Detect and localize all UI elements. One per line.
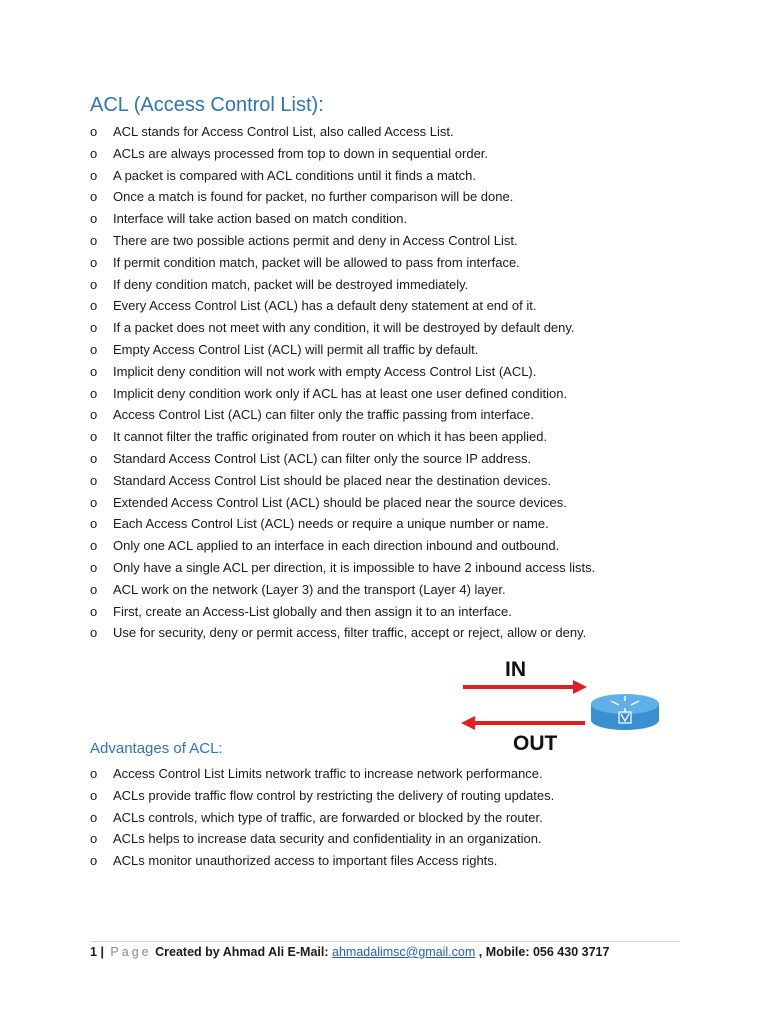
bullet-marker: o [90,494,98,510]
list-item-text: If permit condition match, packet will be allowed to pass from interface. [113,254,520,270]
list-item-text: Only have a single ACL per direction, it is impossible to have 2 inbound access lists. [113,559,596,575]
list-item-text: Implicit deny condition work only if ACL has at least one user defined condition. [113,385,568,401]
list-item-text: ACLs provide traffic flow control by restricting the delivery of routing updates. [113,787,555,803]
bullet-marker: o [90,429,98,445]
list-item-text: If deny condition match, packet will be destroyed immediately. [113,276,469,292]
list-item-text: Extended Access Control List (ACL) should be placed near the source devices. [113,494,567,510]
in-label: IN [505,658,526,681]
bullet-marker: o [90,853,98,869]
bullet-marker: o [90,385,98,401]
bullet-marker: o [90,787,98,803]
bullet-marker: o [90,625,98,641]
bullet-marker: o [90,559,98,575]
list-item-text: Empty Access Control List (ACL) will permit all traffic by default. [113,341,479,357]
bullet-marker: o [90,167,98,183]
page-number: 1 [90,945,97,959]
bullet-marker: o [90,320,98,336]
bullet-marker: o [90,211,98,227]
bullet-marker: o [90,254,98,270]
list-item-text: It cannot filter the traffic originated from router on which it has been applied. [113,429,548,445]
list-item-text: Access Control List (ACL) can filter only the traffic passing from interface. [113,407,534,423]
list-item-text: ACLs monitor unauthorized access to important files Access rights. [113,853,498,869]
bullet-marker: o [90,603,98,619]
list-item-text: Each Access Control List (ACL) needs or require a unique number or name. [113,516,549,532]
out-arrow [461,716,585,730]
bullet-marker: o [90,276,98,292]
router-icon [591,694,659,730]
bullet-marker: o [90,516,98,532]
bullet-marker: o [90,145,98,161]
bullet-marker: o [90,232,98,248]
list-item-text: Standard Access Control List should be placed near the destination devices. [113,472,551,488]
bullet-marker: o [90,341,98,357]
bullet-marker: o [90,124,98,139]
list-item-text: There are two possible actions permit and deny in Access Control List. [113,232,518,248]
bullet-marker: o [90,472,98,488]
page-word: Page [110,945,152,959]
footer-credit: Created by Ahmad Ali E-Mail: [155,945,329,959]
list-item-text: Implicit deny condition will not work with empty Access Control List (ACL). [113,363,537,379]
list-item-text: First, create an Access-List globally and then assign it to an interface. [113,603,512,619]
list-item-text: Every Access Control List (ACL) has a default deny statement at end of it. [113,298,537,314]
bullet-marker: o [90,189,98,205]
bullet-marker: o [90,298,98,314]
bullet-marker: o [90,766,98,781]
bullet-marker: o [90,809,98,825]
list-item-text: Use for security, deny or permit access, filter traffic, accept or reject, allow or deny. [113,625,587,641]
bullet-marker: o [90,407,98,423]
list-item-text: Standard Access Control List (ACL) can filter only the source IP address. [113,450,532,466]
list-item-text: ACLs are always processed from top to down in sequential order. [113,145,489,161]
list-item-text: ACLs helps to increase data security and confidentiality in an organization. [113,831,542,847]
list-item-text: Once a match is found for packet, no further comparison will be done. [113,189,514,205]
list-item-text: Access Control List Limits network traffic to increase network performance. [113,766,543,781]
list-item-text: ACLs controls, which type of traffic, are forwarded or blocked by the router. [113,809,543,825]
bullet-marker: o [90,538,98,554]
in-out-diagram [455,650,685,760]
advantages-heading: Advantages of ACL: [90,740,223,757]
list-item-text: ACL work on the network (Layer 3) and the transport (Layer 4) layer. [113,581,506,597]
list-item-text: Only one ACL applied to an interface in each direction inbound and outbound. [113,538,560,554]
bullet-marker: o [90,363,98,379]
bullet-marker: o [90,831,98,847]
footer-separator: | [100,945,104,959]
footer-divider [90,941,680,942]
bullet-marker: o [90,581,98,597]
email-link[interactable]: ahmadalimsc@gmail.com [332,945,476,959]
footer-mobile: , Mobile: 056 430 3717 [478,945,610,959]
page-footer [90,944,609,960]
list-item-text: Interface will take action based on match condition. [113,211,408,227]
list-item-text: A packet is compared with ACL conditions until it finds a match. [113,167,476,183]
in-arrow [463,680,587,694]
page-title: ACL (Access Control List): [90,94,324,116]
list-item-text: If a packet does not meet with any condition, it will be destroyed by default deny. [113,320,575,336]
bullet-marker: o [90,450,98,466]
list-item-text: ACL stands for Access Control List, also called Access List. [113,124,454,139]
out-label: OUT [513,732,558,755]
